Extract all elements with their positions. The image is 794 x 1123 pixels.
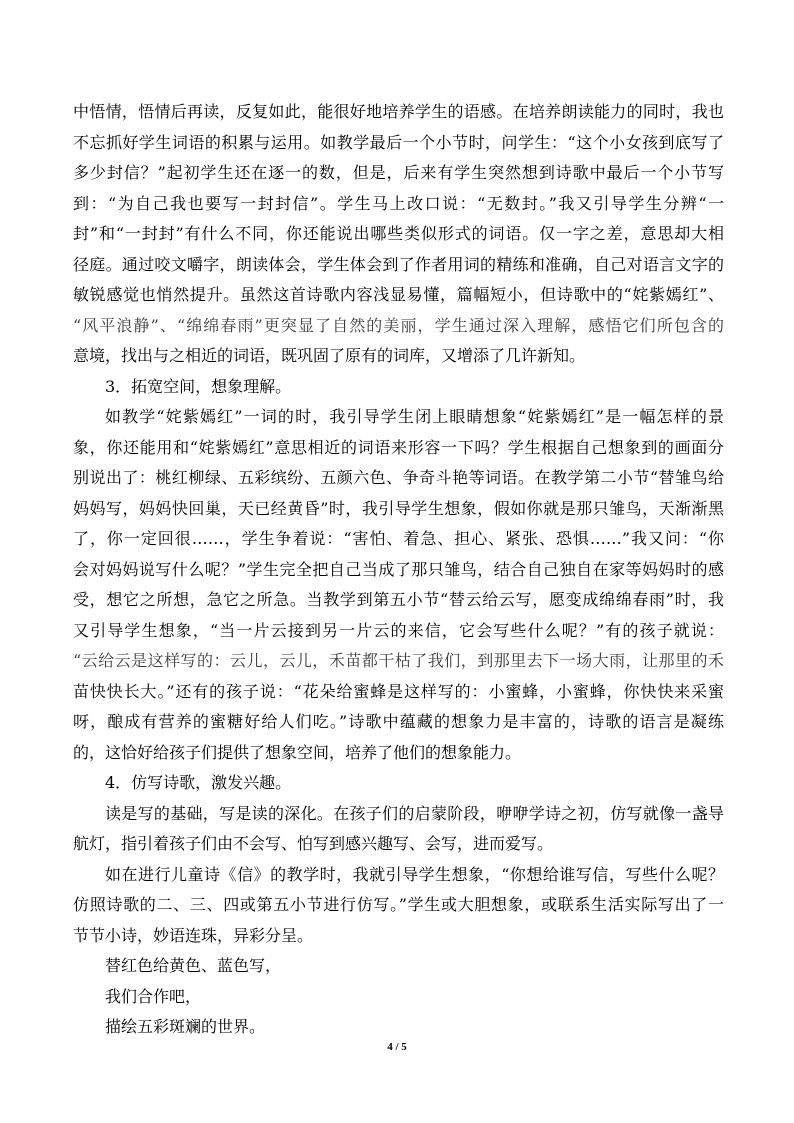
text-line-2: 不忘抓好学生词语的积累与运用。如教学最后一个小节时，问学生：“这个小女孩到底写了 [73, 132, 724, 152]
text-line-16: 会对妈妈说写什么呢？”学生完全把自己当成了那只雏鸟，结合自己独自在家等妈妈时的感 [73, 559, 724, 579]
page-number: 4 / 5 [387, 1041, 407, 1053]
text-line-17: 受，想它之所想，急它之所急。当教学到第五小节“替云给云写，愿变成绵绵春雨”时，我 [73, 590, 724, 609]
text-line-1: 中悟情，悟情后再读，反复如此，能很好地培养学生的语感。在培养朗读能力的同时，我也 [73, 102, 724, 121]
text-line-28: 节节小诗，妙语连珠，异彩分呈。 [73, 925, 314, 945]
section-heading-3: 3．拓宽空间，想象理解。 [105, 376, 292, 396]
text-line-19: “云给云是这样写的：云儿，云儿，禾苗都干枯了我们，到那里去下一场大雨，让那里的禾 [73, 651, 724, 670]
text-line-25: 航灯，指引着孩子们由不会写、怕写到感兴趣写、会写，进而爱写。 [73, 834, 554, 853]
text-line-8: “风平浪静”、“绵绵春雨”更突显了自然的美丽，学生通过深入理解，感悟它们所包含的 [73, 315, 724, 335]
text-line-5: 封”和“一封封”有什么不同，你还能说出哪些类似形式的词语。仅一字之差，意思却大相 [73, 224, 724, 243]
text-line-3: 多少封信？”起初学生还在逐一的数，但是，后来有学生突然想到诗歌中最后一个小节写 [73, 163, 724, 182]
text-line-11: 如教学“姹紫嫣红”一词的时，我引导学生闭上眼睛想象“姹紫嫣红”是一幅怎样的景 [105, 407, 724, 426]
text-line-24: 读是写的基础，写是读的深化。在孩子们的启蒙阶段，咿咿学诗之初，仿写就像一盏导 [105, 803, 724, 823]
text-line-15: 了，你一定回很……，学生争着说：“害怕、着急、担心、紧张、恐惧……”我又问：“你 [73, 529, 724, 548]
poem-line-1: 替红色给黄色、蓝色写， [105, 956, 282, 975]
text-line-9: 意境，找出与之相近的词语，既巩固了原有的词库，又增添了几许新知。 [73, 346, 586, 365]
text-line-26: 如在进行儿童诗《信》的教学时，我就引导学生想象，“你想给谁写信，写些什么呢？ [105, 864, 724, 884]
text-line-20: 苗快快长大。”还有的孩子说：“花朵给蜜蜂是这样写的：小蜜蜂，小蜜蜂，你快快来采蜜 [73, 681, 724, 701]
text-line-6: 径庭。通过咬文嚼字，朗读体会，学生体会到了作者用词的精练和准确，自己对语言文字的 [73, 254, 724, 274]
text-line-13: 别说出了：桃红柳绿、五彩缤纷、五颜六色、争奇斗艳等词语。在教学第二小节“替雏鸟给 [73, 468, 724, 487]
poem-line-3: 描绘五彩斑斓的世界。 [105, 1017, 266, 1036]
text-line-22: 的，这恰好给孩子们提供了想象空间，培养了他们的想象能力。 [73, 742, 522, 762]
text-line-14: 妈妈写，妈妈快回巢，天已经黄昏”时，我引导学生想象，假如你就是那只雏鸟，天渐渐黑 [73, 498, 724, 518]
text-line-21: 呀，酿成有营养的蜜糖好给人们吃。”诗歌中蕴藏的想象力是丰富的，诗歌的语言是凝练 [73, 712, 724, 731]
text-line-4: 到：“为自己我也要写一封封信”。学生马上改口说：“无数封。”我又引导学生分辨“一 [73, 193, 724, 213]
text-line-12: 象，你还能用和“姹紫嫣红”意思相近的词语来形容一下吗？学生根据自己想象到的画面分 [73, 437, 724, 457]
text-line-7: 敏锐感觉也悄然提升。虽然这首诗歌内容浅显易懂，篇幅短小，但诗歌中的“姹紫嫣红”、 [73, 285, 724, 304]
section-heading-4: 4．仿写诗歌，激发兴趣。 [105, 773, 292, 792]
text-line-18: 又引导学生想象，“当一片云接到另一片云的来信，它会写些什么呢？”有的孩子就说： [73, 620, 724, 640]
poem-line-2: 我们合作吧， [105, 986, 202, 1006]
document-body [73, 97, 724, 1043]
text-line-27: 仿照诗歌的二、三、四或第五小节进行仿写。”学生或大胆想象，或联系生活实际写出了一 [73, 895, 724, 914]
